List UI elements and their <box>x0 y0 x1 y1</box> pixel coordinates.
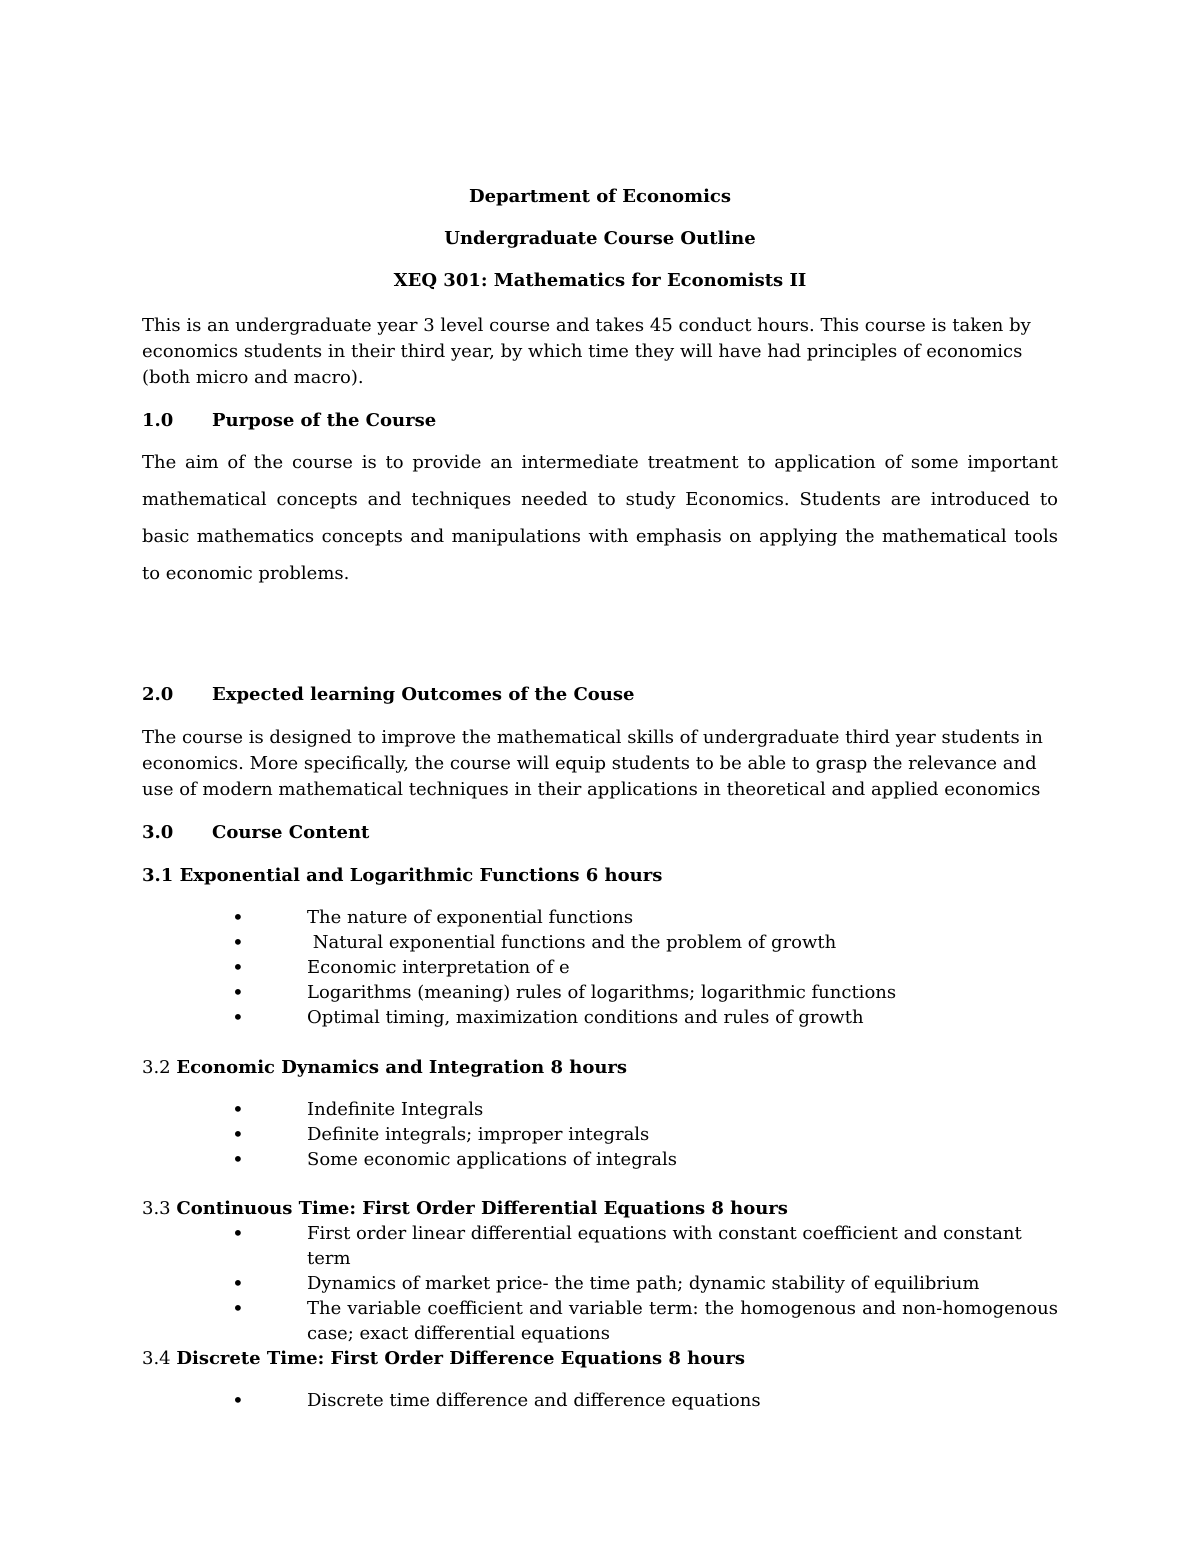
course-title: XEQ 301: Mathematics for Economists II <box>393 270 807 291</box>
section-3-number: 3.0 <box>142 822 174 843</box>
list-item: • Economic interpretation of e <box>142 955 1058 980</box>
list-item: • Logarithms (meaning) rules of logarithms; logarithmic functions <box>142 980 1058 1005</box>
list-item: • The variable coefficient and variable term: the homogenous and non-homogenous case; exact differential equations <box>142 1296 1058 1346</box>
subsection-3-3-number: 3.3 <box>142 1198 171 1219</box>
list-item: • The nature of exponential functions <box>142 905 1058 930</box>
subsection-3-4-title: Discrete Time: First Order Difference Equations 8 hours <box>176 1348 745 1369</box>
subsection-3-4-list <box>142 1388 1058 1413</box>
subsection-3-3-heading <box>142 1196 788 1222</box>
subsection-3-1-heading <box>142 863 662 889</box>
list-item: • Dynamics of market price- the time path; dynamic stability of equilibrium <box>142 1271 1058 1296</box>
outline-title: Undergraduate Course Outline <box>444 228 756 249</box>
section-2-body: The course is designed to improve the mathematical skills of undergraduate third year students in economics. More specifically, the course will equip students to be able to grasp the relevance and use of modern mathematical techniques in their applications in theoretical and applied economics <box>142 727 1043 800</box>
intro-paragraph: This is an undergraduate year 3 level course and takes 45 conduct hours. This course is taken by economics students in their third year, by which time they will have had principles of economics (both micro and macro). <box>142 315 1031 388</box>
subsection-3-2-heading <box>142 1055 627 1081</box>
subsection-3-4-heading <box>142 1346 745 1372</box>
list-item: • Natural exponential functions and the problem of growth <box>142 930 1058 955</box>
department-title: Department of Economics <box>468 186 732 207</box>
subsection-3-2-list <box>142 1097 1058 1172</box>
section-1-heading <box>142 408 436 434</box>
subsection-3-3-title: Continuous Time: First Order Differential Equations 8 hours <box>176 1198 788 1219</box>
section-1-title: Purpose of the Course <box>212 410 437 431</box>
section-2-number: 2.0 <box>142 684 174 705</box>
list-item: • Indefinite Integrals <box>142 1097 1058 1122</box>
subsection-3-2-title: Economic Dynamics and Integration 8 hours <box>176 1057 628 1078</box>
subsection-3-2-number: 3.2 <box>142 1057 171 1078</box>
section-2-heading <box>142 682 634 708</box>
list-item: • Discrete time difference and difference equations <box>142 1388 1058 1413</box>
section-1-number: 1.0 <box>142 410 174 431</box>
list-item: • Optimal timing, maximization conditions and rules of growth <box>142 1005 1058 1030</box>
list-item: • Some economic applications of integrals <box>142 1147 1058 1172</box>
subsection-3-3-list <box>142 1221 1058 1346</box>
list-item: • Definite integrals; improper integrals <box>142 1122 1058 1147</box>
subsection-3-1-title: 3.1 Exponential and Logarithmic Functions 6 hours <box>142 865 663 886</box>
list-item: • First order linear differential equations with constant coefficient and constant term <box>142 1221 1058 1271</box>
section-3-title: Course Content <box>212 822 370 843</box>
section-1-body: The aim of the course is to provide an intermediate treatment to application of some important mathematical concepts and techniques needed to study Economics. Students are introduced to basic mathematics concepts and manipulations with emphasis on applying the mathematical tools to economic problems. <box>142 452 1058 584</box>
subsection-3-4-number: 3.4 <box>142 1348 171 1369</box>
subsection-3-1-list <box>142 905 1058 1030</box>
section-3-heading <box>142 820 369 846</box>
section-2-title: Expected learning Outcomes of the Couse <box>212 684 635 705</box>
